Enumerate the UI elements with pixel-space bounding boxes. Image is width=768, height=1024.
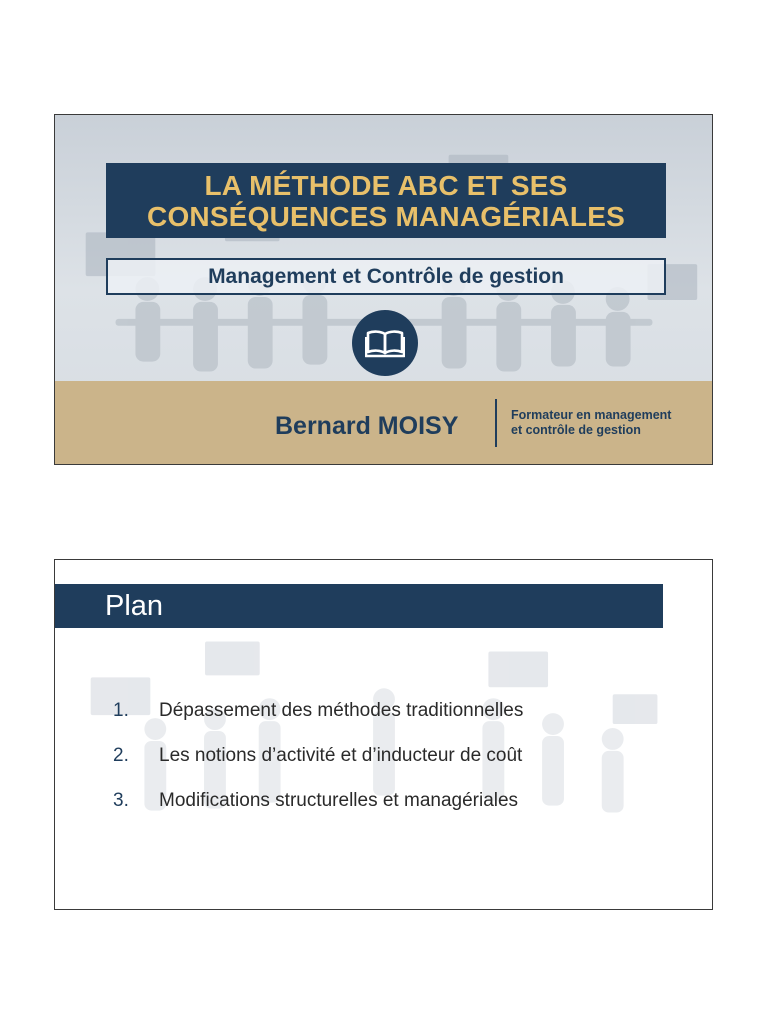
subtitle: Management et Contrôle de gestion <box>208 264 564 288</box>
role-line-2: et contrôle de gestion <box>511 423 641 437</box>
title-slide <box>54 114 713 465</box>
title-line-1: LA MÉTHODE ABC ET SES <box>204 169 568 201</box>
book-badge <box>352 310 418 376</box>
item-number: 3. <box>113 790 129 811</box>
plan-title-bar <box>55 584 663 628</box>
role-line-1: Formateur en management <box>511 408 672 422</box>
plan-slide <box>54 559 713 910</box>
open-book-icon <box>365 328 405 358</box>
subtitle-box <box>106 258 666 295</box>
title-line-2: CONSÉQUENCES MANAGÉRIALES <box>147 200 625 232</box>
title-banner <box>106 163 666 238</box>
item-text: Les notions d’activité et d’inducteur de coût <box>159 745 523 766</box>
author-name: Bernard MOISY <box>275 412 459 440</box>
author-divider <box>495 399 497 447</box>
item-text: Dépassement des méthodes traditionnelles <box>159 700 524 721</box>
item-number: 1. <box>113 700 129 721</box>
author-band <box>55 381 712 465</box>
item-text: Modifications structurelles et managériales <box>159 790 519 811</box>
author-role <box>511 408 671 438</box>
plan-title: Plan <box>105 590 164 622</box>
item-number: 2. <box>113 745 129 766</box>
